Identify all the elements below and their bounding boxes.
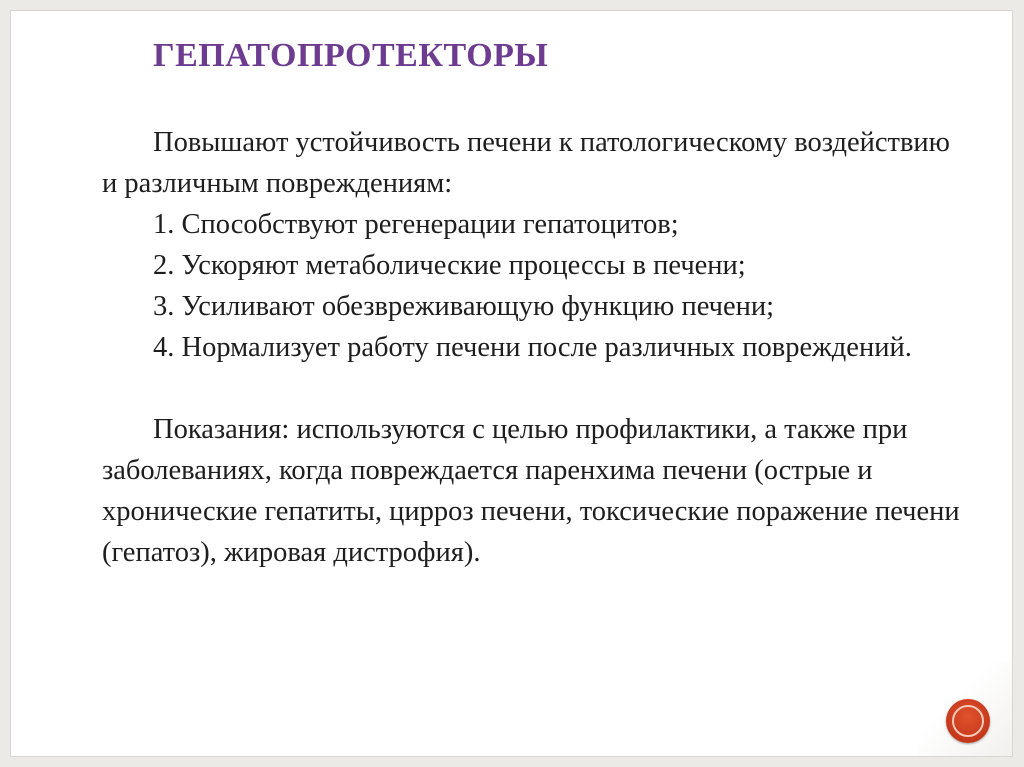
list-item: 3. Усиливают обезвреживающую функцию печени; [153, 291, 775, 322]
slide-nav-button[interactable] [946, 699, 990, 743]
circle-ring-icon [952, 705, 984, 737]
slide-title: ГЕПАТОПРОТЕКТОРЫ [153, 37, 549, 74]
paragraph-gap [102, 368, 962, 409]
indications-paragraph: Показания: используются с целью профилактики, а также при заболеваниях, когда повреждается паренхима печени (острые и хронические гепатиты, цирроз печени, токсические поражение печени (гепатоз), жировая дистрофия). [102, 414, 960, 568]
slide-body [102, 122, 962, 573]
list-item: 1. Способствуют регенерации гепатоцитов; [153, 209, 679, 240]
list-item: 4. Нормализует работу печени после различных повреждений. [153, 332, 912, 363]
list-item: 2. Ускоряют метаболические процессы в печени; [153, 250, 746, 281]
intro-paragraph: Повышают устойчивость печени к патологическому воздействию и различным повреждениям: [102, 127, 950, 199]
slide [10, 10, 1013, 757]
